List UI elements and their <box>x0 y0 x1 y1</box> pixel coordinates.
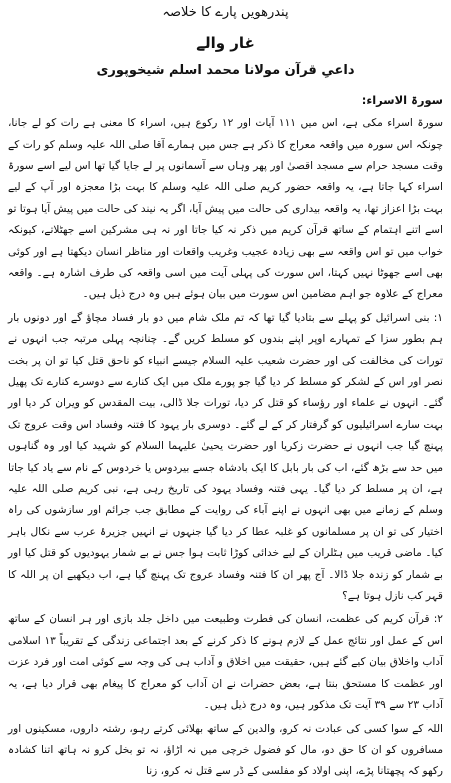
paragraph-point-2: ۲: قرآن کریم کی عظمت، انسان کی فطرت وطبیعت میں داخل جلد بازی اور ہر انسان کے ساتھ اس کے عمل اور نتائج عمل کے لازم ہونے کا ذکر کرنے کے بعد اجتماعی زندگی کے تقریباً ۱۳ اسلامی آداب واخلاق بیان کیے گئے ہیں، حقیقت میں اخلاق و آداب ہی کی وجہ سے کوئی امت اور فرد عزت اور عظمت کا مستحق بنتا ہے، بعض حضرات نے ان آداب کو معراج کا پیغام بھی قرار دیا ہے، یہ آداب ۲۳ سے ۳۹ آیت تک مذکور ہیں، وہ درج ذیل ہیں۔ <box>8 613 443 712</box>
paragraph-point-1: ۱: بنی اسرائیل کو پہلے سے بتادیا گیا تھا کہ تم ملک شام میں دو بار فساد مچاؤ گے اور دونوں بار ہم بطور سزا کے تمہارے اوپر اپنے بندوں کو مسلط کریں گے۔ چنانچہ پہلی مرتبہ جب انہوں نے تورات کی مخالفت کی اور حضرت شعیب علیہ السلام جیسے انبیاء کو ناحق قتل کیا تو ان پر بخت نصر اور اس کے لشکر کو مسلط کر دیا گیا جو پورے ملک میں ایک کنارے سے دوسرے کنارے تک پھیل گئے۔ انہوں نے علماء اور رؤساء کو قتل کر دیا، تورات جلا ڈالی، بیت المقدس کو ویران کر دیا اور بہت سارے اسرائیلیوں کو گرفتار کر کے لے گئے۔ دوسری بار یہود کا فتنہ وفساد اس وقت عروج تک پہنچ گیا جب انہوں نے حضرت زکریا اور حضرت یحییٰ علیہما السلام کو شہید کیا اور وہ گناہوں میں حد سے بڑھ گئے، اب کی بار بابل کا ایک بادشاہ جسے بیردوس یا خردوس کے نام سے یاد کیا جاتا ہے، ان پر مسلط کر دیا گیا۔ یہی فتنہ وفساد یہود کی تاریخ رہی ہے، نبی کریم صلی اللہ علیہ وسلم کے زمانے میں بھی انہوں نے اپنے آباء کی روایت کے مطابق جب جرائم اور سازشوں کی راہ اختیار کی تو ان پر مسلمانوں کو غلبہ عطا کر دیا گیا جنہوں نے انہیں جزیرۂ عرب سے نکال باہر کیا۔ ماضی قریب میں ہٹلران کے لیے خدائی کوڑا ثابت ہوا جس نے بے شمار یہودیوں کو قتل کیا اور بے شمار کو زندہ جلا ڈالا۔ آج پھر ان کا فتنہ وفساد عروج تک پہنچ گیا ہے، اب دیکھیے ان پر اللہ کا قہر کب نازل ہوتا ہے؟ <box>8 311 443 603</box>
document-title: پندرھویں پارے کا خلاصہ <box>162 5 289 20</box>
paragraph-etiquette-list: اللہ کے سوا کسی کی عبادت نہ کرو، والدین کے ساتھ بھلائی کرتے رہو، رشتہ داروں، مسکینوں اور مسافروں کو ان کا حق دو، مال کو فضول خرچی میں نہ اڑاؤ، نہ تو بخل کرو نہ ہاتھ اتنا کشادہ رکھو کہ پچھتانا پڑے، اپنی اولاد کو مفلسی کے ڈر سے قتل نہ کرو، زنا <box>8 722 443 778</box>
paragraph-intro: سورۃ اسراء مکی ہے، اس میں ۱۱۱ آیات اور ۱۲ رکوع ہیں، اسراء کا معنی ہے رات کو لے جانا، چونکہ اس سورہ میں واقعہ معراج کا ذکر ہے جس میں ہمارے آقا صلی اللہ علیہ وسلم کو رات کے وقت مسجد حرام سے مسجد اقصیٰ اور پھر وہاں سے آسمانوں پر لے جایا گیا تھا اس لیے اسے سورۃ اسراء کہا جاتا ہے، یہ واقعہ حضور کریم صلی اللہ علیہ وسلم کا بہت بڑا معجزہ اور آپ کے لیے بہت بڑا اعزاز تھا، یہ واقعہ بیداری کی حالت میں پیش آیا، اگر یہ نیند کی حالت میں پیش آیا ہوتا تو اسے اتنے اہتمام کے ساتھ قرآن کریم میں ذکر نہ کیا جاتا اور نہ ہی مشرکین اسے جھٹلاتے، کیونکہ خواب میں تو اس واقعہ سے بھی زیادہ عجیب وغریب واقعات اور مناظر انسان دیکھتا ہے اور کوئی بھی اسے جھوٹا نہیں کہتا، اس سورت کی پہلی آیت میں اسی واقعہ کی طرف اشارہ ہے۔ واقعہ معراج کے علاوہ جو اہم مضامین اس سورت میں بیان ہوئے ہیں وہ درج ذیل ہیں۔ <box>8 117 444 301</box>
section-heading: سورۃ الاسراء: <box>361 93 443 108</box>
author-name: داعیِ قرآن مولانا محمد اسلم شیخوپوری <box>96 63 355 79</box>
document-subtitle: غار والے <box>196 33 255 52</box>
